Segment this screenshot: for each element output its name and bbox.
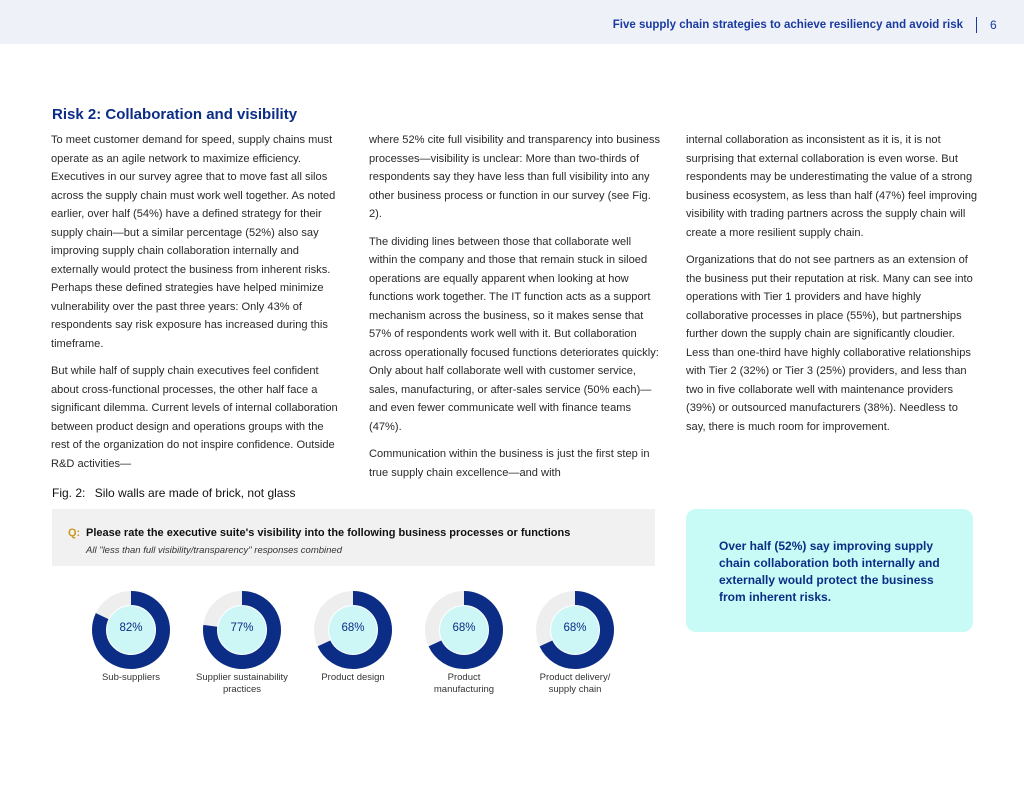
donut-chart — [314, 591, 392, 669]
donut-chart — [203, 591, 281, 669]
donut-value-label: 68% — [341, 622, 365, 634]
survey-question-box — [52, 509, 655, 566]
figure-label: Fig. 2: — [52, 486, 86, 500]
donut-category-label — [404, 672, 524, 696]
donut-category-label-line: Product delivery/ — [539, 672, 611, 683]
paragraph: Communication within the business is just the first step in true supply chain excellence—and with — [369, 448, 650, 479]
section-heading: Risk 2: Collaboration and visibility — [52, 106, 298, 123]
donut-category-label — [182, 672, 302, 696]
survey-question: Please rate the executive suite's visibility into the following business processes or functions — [86, 527, 571, 539]
text-column-1 — [51, 131, 343, 482]
question-marker: Q: — [68, 527, 81, 539]
donut-chart — [536, 591, 614, 669]
figure-caption: Silo walls are made of brick, not glass — [94, 486, 296, 500]
donut-category-label-line: practices — [222, 684, 261, 695]
donut-category-label-line: Sub-suppliers — [101, 672, 161, 683]
figure-title — [52, 486, 295, 500]
donut-category-label-line: manufacturing — [433, 684, 495, 695]
callout-box — [686, 509, 973, 632]
donut-category-label — [515, 672, 635, 696]
donut-category-label-line: Product — [447, 672, 481, 683]
document-title: Five supply chain strategies to achieve resiliency and avoid risk — [612, 19, 963, 31]
donut-category-label — [293, 672, 413, 684]
donut-value-label: 68% — [452, 622, 476, 634]
donut-category-label — [71, 672, 191, 684]
survey-question-note: All "less than full visibility/transparency" responses combined — [86, 545, 342, 556]
donut-value-label: 68% — [563, 622, 587, 634]
paragraph: But while half of supply chain executives feel confident about cross-functional processes, the other half face a significant dilemma. Current levels of internal collaboration between product design and operations groups with the rest of the organization do not inspire confidence. Outside R&D activities— — [51, 365, 338, 470]
donut-chart — [425, 591, 503, 669]
paragraph: The dividing lines between those that collaborate well within the company and those that remain stuck in siloed operations are equally apparent when looking at how functions work together. The IT function acts as a support mechanism across the business, so it makes sense that 57% of respondents work well with it. But collaboration across operationally focused functions deteriorates quickly: Only about half collaborate well with customer service, sales, manufacturing, or after-sales service (50% each)—and even fewer communicate well with finance teams (47%). — [369, 235, 659, 433]
header-divider — [976, 17, 977, 33]
text-column-2 — [369, 131, 661, 491]
donut-chart — [92, 591, 170, 669]
callout-text: Over half (52%) say improving supply chain collaboration both internally and externally would protect the business from inherent risks. — [719, 539, 940, 604]
donut-value-label: 82% — [119, 622, 143, 634]
paragraph: To meet customer demand for speed, supply chains must operate as an agile network to maximize efficiency. Executives in our survey agree that to move fast all silos across the supply chain must work well together. As noted earlier, over half (54%) have a defined strategy for their supply chain—but a similar percentage (52%) also say improving supply chain collaboration internally and externally would protect the business from inherent risks. Perhaps these defined strategies have helped minimize vulnerability over the past three years: Only 43% of respondents say risk exposure has increased during this timeframe. — [51, 134, 336, 350]
paragraph: where 52% cite full visibility and transparency into business processes—visibility is unclear: More than two-thirds of respondents say they have less than full visibility into any other business process or function in our survey (see Fig. 2). — [369, 134, 661, 220]
donut-value-label: 77% — [230, 622, 254, 634]
paragraph: internal collaboration as inconsistent as it is, it is not surprising that external collaboration is even worse. But respondents may be underestimating the value of a strong business ecosystem, as less than half (47%) feel improving visibility with trading partners across the supply chain will create a more resilient supply chain. — [686, 134, 978, 239]
text-column-3 — [686, 131, 978, 445]
page-number: 6 — [990, 18, 997, 32]
paragraph: Organizations that do not see partners as an extension of the business put their reputation at risk. Many can see into operations with Tier 1 providers and have highly collaborative processes in place (55%), but partnerships further down the supply chain are significantly cloudier. Less than one-third have highly collaborative relationships with Tier 2 (32%) or Tier 3 (25%) providers, and less than two in five collaborate well with maintenance providers (39%) or outsourced manufacturers (38%). Needless to say, there is much room for improvement. — [686, 254, 973, 433]
donut-category-label-line: supply chain — [548, 684, 602, 695]
donut-category-label-line: Supplier sustainability — [196, 672, 288, 683]
header-bar — [0, 0, 1024, 44]
donut-category-label-line: Product design — [321, 672, 385, 683]
